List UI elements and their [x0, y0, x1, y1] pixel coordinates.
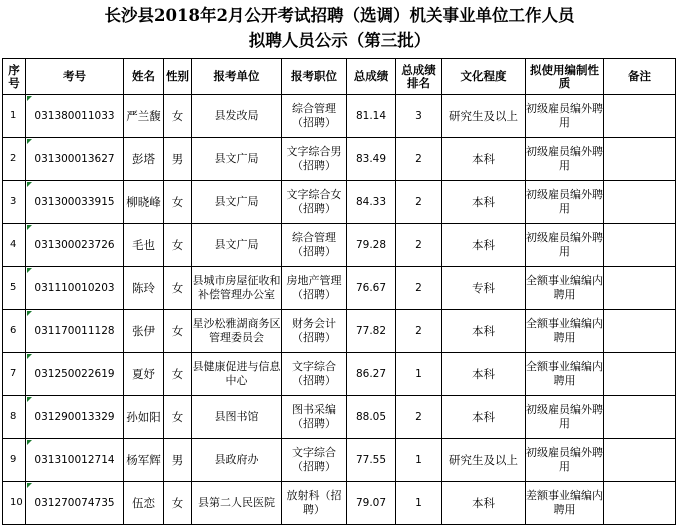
cell-name: 彭塔 [124, 138, 164, 181]
cell-remark [604, 439, 676, 482]
cell-name: 夏妤 [124, 353, 164, 396]
cell-rank: 1 [396, 353, 442, 396]
cell-total: 83.49 [347, 138, 396, 181]
cell-exam-no: 031300013627 [26, 138, 124, 181]
table-row [3, 95, 676, 138]
cell-gender: 女 [164, 353, 192, 396]
header-staffing: 拟使用编制性质 [526, 59, 604, 95]
header-education: 文化程度 [442, 59, 526, 95]
cell-position: 房地产管理（招聘） [282, 267, 347, 310]
cell-gender: 男 [164, 439, 192, 482]
table-row [3, 439, 676, 482]
cell-seq: 2 [3, 138, 26, 181]
table-header-row [3, 59, 676, 95]
cell-gender: 女 [164, 267, 192, 310]
cell-exam-no: 031380011033 [26, 95, 124, 138]
cell-seq: 6 [3, 310, 26, 353]
cell-exam-no: 031300023726 [26, 224, 124, 267]
table-row [3, 353, 676, 396]
cell-position: 文字综合女（招聘） [282, 181, 347, 224]
cell-education: 研究生及以上 [442, 95, 526, 138]
header-name: 姓名 [124, 59, 164, 95]
cell-unit: 星沙松雅湖商务区管理委员会 [192, 310, 282, 353]
cell-staffing: 初级雇员编外聘用 [526, 439, 604, 482]
header-seq: 序号 [3, 59, 26, 95]
cell-rank: 1 [396, 482, 442, 525]
cell-exam-no: 031170011128 [26, 310, 124, 353]
cell-gender: 女 [164, 95, 192, 138]
cell-seq: 8 [3, 396, 26, 439]
table-row [3, 181, 676, 224]
cell-total: 84.33 [347, 181, 396, 224]
cell-education: 研究生及以上 [442, 439, 526, 482]
table-row [3, 482, 676, 525]
cell-rank: 2 [396, 181, 442, 224]
cell-education: 本科 [442, 310, 526, 353]
header-rank: 总成绩排名 [396, 59, 442, 95]
cell-remark [604, 353, 676, 396]
cell-staffing: 全额事业编编内聘用 [526, 353, 604, 396]
cell-exam-no: 031290013329 [26, 396, 124, 439]
table-row [3, 267, 676, 310]
cell-exam-no: 031300033915 [26, 181, 124, 224]
table-row [3, 396, 676, 439]
cell-remark [604, 482, 676, 525]
cell-unit: 县文广局 [192, 138, 282, 181]
cell-rank: 2 [396, 310, 442, 353]
cell-exam-no: 031310012714 [26, 439, 124, 482]
cell-name: 严兰馥 [124, 95, 164, 138]
cell-unit: 县城市房屋征收和补偿管理办公室 [192, 267, 282, 310]
header-unit: 报考单位 [192, 59, 282, 95]
table-row [3, 138, 676, 181]
document-title-line1: 长沙县2018年2月公开考试招聘（选调）机关事业单位工作人员 [104, 6, 575, 25]
cell-total: 77.55 [347, 439, 396, 482]
cell-seq: 1 [3, 95, 26, 138]
cell-seq: 9 [3, 439, 26, 482]
cell-gender: 女 [164, 310, 192, 353]
cell-position: 综合管理（招聘） [282, 224, 347, 267]
cell-gender: 女 [164, 181, 192, 224]
cell-rank: 2 [396, 267, 442, 310]
candidate-table [2, 58, 676, 525]
table-row [3, 224, 676, 267]
cell-total: 81.14 [347, 95, 396, 138]
document-title-line2: 拟聘人员公示（第三批） [248, 31, 431, 50]
cell-exam-no: 031250022619 [26, 353, 124, 396]
cell-seq: 7 [3, 353, 26, 396]
cell-gender: 女 [164, 396, 192, 439]
cell-seq: 10 [3, 482, 26, 525]
cell-staffing: 初级雇员编外聘用 [526, 138, 604, 181]
header-total: 总成绩 [347, 59, 396, 95]
cell-unit: 县发改局 [192, 95, 282, 138]
cell-staffing: 初级雇员编外聘用 [526, 95, 604, 138]
cell-staffing: 初级雇员编外聘用 [526, 224, 604, 267]
cell-unit: 县第二人民医院 [192, 482, 282, 525]
cell-position: 文字综合（招聘） [282, 439, 347, 482]
cell-position: 综合管理（招聘） [282, 95, 347, 138]
cell-unit: 县图书馆 [192, 396, 282, 439]
cell-staffing: 差额事业编编内聘用 [526, 482, 604, 525]
cell-rank: 3 [396, 95, 442, 138]
header-gender: 性别 [164, 59, 192, 95]
cell-rank: 2 [396, 396, 442, 439]
cell-staffing: 初级雇员编外聘用 [526, 396, 604, 439]
cell-remark [604, 224, 676, 267]
cell-education: 本科 [442, 181, 526, 224]
cell-seq: 5 [3, 267, 26, 310]
cell-name: 伍恋 [124, 482, 164, 525]
cell-unit: 县文广局 [192, 181, 282, 224]
cell-remark [604, 396, 676, 439]
cell-position: 文字综合（招聘） [282, 353, 347, 396]
cell-total: 77.82 [347, 310, 396, 353]
cell-gender: 男 [164, 138, 192, 181]
cell-name: 毛也 [124, 224, 164, 267]
cell-name: 柳晓峰 [124, 181, 164, 224]
cell-exam-no: 031110010203 [26, 267, 124, 310]
cell-seq: 4 [3, 224, 26, 267]
cell-total: 76.67 [347, 267, 396, 310]
cell-position: 财务会计（招聘） [282, 310, 347, 353]
cell-unit: 县政府办 [192, 439, 282, 482]
cell-remark [604, 181, 676, 224]
cell-education: 本科 [442, 396, 526, 439]
cell-staffing: 全额事业编编内聘用 [526, 310, 604, 353]
header-remark: 备注 [604, 59, 676, 95]
cell-total: 79.07 [347, 482, 396, 525]
cell-unit: 县健康促进与信息中心 [192, 353, 282, 396]
cell-education: 本科 [442, 482, 526, 525]
cell-gender: 女 [164, 482, 192, 525]
cell-staffing: 全额事业编编内聘用 [526, 267, 604, 310]
cell-education: 本科 [442, 353, 526, 396]
cell-position: 图书采编（招聘） [282, 396, 347, 439]
cell-name: 杨军辉 [124, 439, 164, 482]
cell-exam-no: 031270074735 [26, 482, 124, 525]
cell-seq: 3 [3, 181, 26, 224]
cell-education: 本科 [442, 224, 526, 267]
header-position: 报考职位 [282, 59, 347, 95]
cell-rank: 2 [396, 224, 442, 267]
cell-position: 放射科（招聘） [282, 482, 347, 525]
cell-total: 88.05 [347, 396, 396, 439]
cell-remark [604, 267, 676, 310]
cell-rank: 1 [396, 439, 442, 482]
cell-name: 张伊 [124, 310, 164, 353]
cell-name: 孙如阳 [124, 396, 164, 439]
cell-remark [604, 310, 676, 353]
cell-position: 文字综合男（招聘） [282, 138, 347, 181]
cell-unit: 县文广局 [192, 224, 282, 267]
cell-name: 陈玲 [124, 267, 164, 310]
cell-total: 79.28 [347, 224, 396, 267]
table-row [3, 310, 676, 353]
cell-remark [604, 95, 676, 138]
cell-staffing: 初级雇员编外聘用 [526, 181, 604, 224]
cell-rank: 2 [396, 138, 442, 181]
cell-total: 86.27 [347, 353, 396, 396]
cell-education: 专科 [442, 267, 526, 310]
header-exam-no: 考号 [26, 59, 124, 95]
cell-remark [604, 138, 676, 181]
cell-gender: 女 [164, 224, 192, 267]
cell-education: 本科 [442, 138, 526, 181]
